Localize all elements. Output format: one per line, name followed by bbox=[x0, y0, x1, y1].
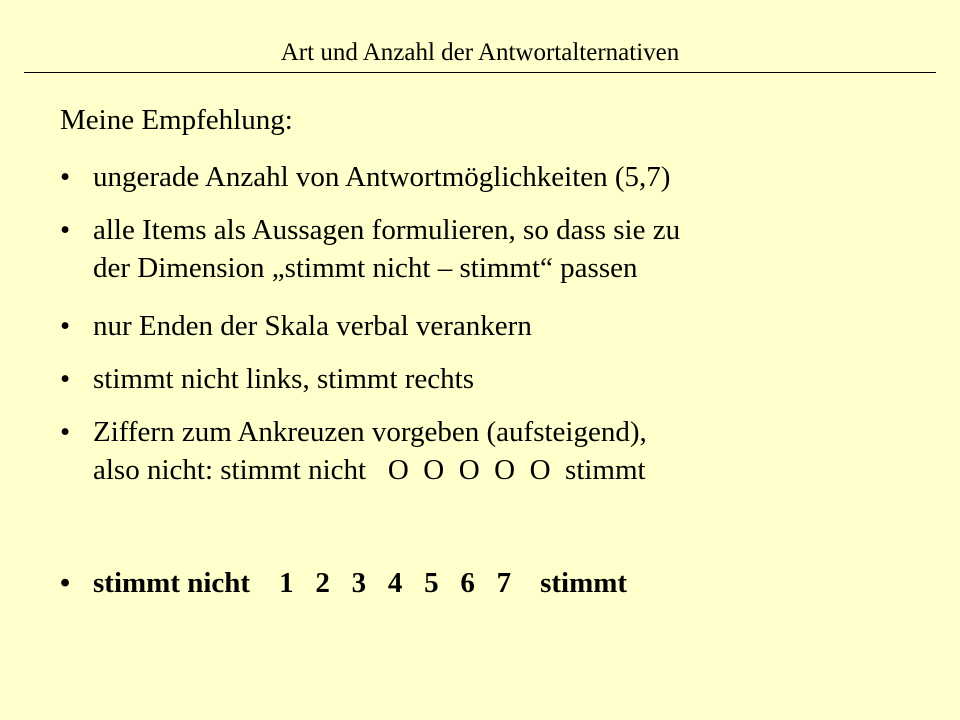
bullet-icon: • bbox=[60, 214, 71, 246]
bullet-line: also nicht: stimmt nicht O O O O O stimmt bbox=[93, 454, 646, 486]
bullet-text bbox=[93, 211, 680, 287]
bullet-icon: • bbox=[60, 416, 71, 448]
bullet-text bbox=[93, 158, 670, 196]
bullet-text bbox=[93, 307, 532, 345]
bullet-line: stimmt nicht 1 2 3 4 5 6 7 stimmt bbox=[93, 567, 628, 599]
bullet-icon: • bbox=[60, 567, 71, 599]
bullet-line: alle Items als Aussagen formulieren, so dass sie zu bbox=[93, 214, 681, 246]
slide-title: Art und Anzahl der Antwortalternativen bbox=[280, 39, 680, 66]
title-divider bbox=[24, 72, 936, 73]
bullet-text bbox=[93, 564, 627, 602]
bullet-line: Ziffern zum Ankreuzen vorgeben (aufsteigend), bbox=[93, 416, 647, 448]
intro-text: Meine Empfehlung: bbox=[60, 104, 293, 136]
bullet-icon: • bbox=[60, 310, 71, 342]
bullet-line: ungerade Anzahl von Antwortmöglichkeiten (5,7) bbox=[93, 161, 671, 193]
bullet-line: stimmt nicht links, stimmt rechts bbox=[93, 363, 475, 395]
bullet-line: der Dimension „stimmt nicht – stimmt“ passen bbox=[93, 252, 638, 284]
bullet-icon: • bbox=[60, 161, 71, 193]
bullet-line: nur Enden der Skala verbal verankern bbox=[93, 310, 532, 342]
bullet-text bbox=[93, 413, 647, 489]
bullet-text bbox=[93, 360, 474, 398]
bullet-icon: • bbox=[60, 363, 71, 395]
